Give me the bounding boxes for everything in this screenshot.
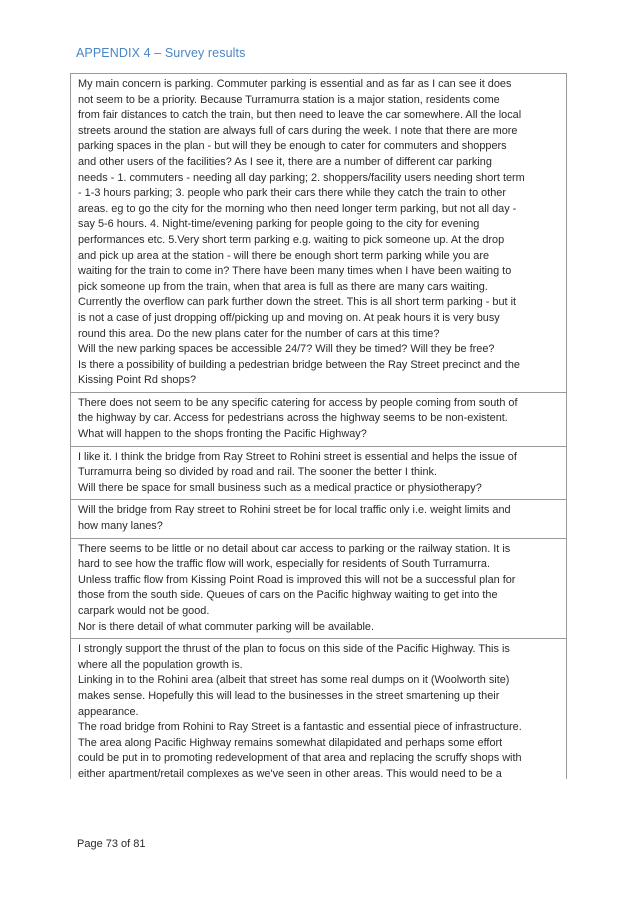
- response-line: either apartment/retail complexes as we've seen in other areas. This would need to be a: [78, 767, 502, 780]
- response-line: appearance.: [78, 705, 139, 718]
- response-line: the highway by car. Access for pedestrians across the highway seems to be non-existent.: [78, 412, 508, 425]
- response-line: hard to see how the traffic flow will work, especially for residents of South Turramurra.: [78, 558, 491, 571]
- response-line: and pick up area at the station - will there be enough short term parking while you are: [78, 249, 490, 262]
- response-line: performances etc. 5.Very short term parking e.g. waiting to pick someone up. At the drop: [78, 233, 505, 246]
- response-row: [70, 393, 567, 447]
- response-line: Unless traffic flow from Kissing Point Road is improved this will not be a successful plan for: [78, 573, 516, 586]
- response-row: [70, 74, 567, 393]
- response-line: those from the south side. Queues of cars on the Pacific highway waiting to get into the: [78, 589, 498, 602]
- response-line: Currently the overflow can park further down the street. This is all short term parking - but it: [78, 296, 517, 309]
- response-line: is not a case of just dropping off/picking up and moving on. At peak hours it is very busy: [78, 311, 500, 324]
- response-line: The road bridge from Rohini to Ray Street is a fantastic and essential piece of infrastructure.: [78, 721, 522, 734]
- response-line: Will the new parking spaces be accessible 24/7? Will they be timed? Will they be free?: [78, 343, 495, 356]
- response-line: pick someone up from the train, when that area is full as there are many cars waiting.: [78, 280, 488, 293]
- response-row: [70, 639, 567, 779]
- appendix-heading: APPENDIX 4 – Survey results: [76, 46, 246, 60]
- response-line: carpark would not be good.: [78, 605, 210, 617]
- response-row: [70, 447, 567, 501]
- response-line: Turramurra being so divided by road and rail. The sooner the better I think.: [78, 466, 437, 479]
- response-line: needs - 1. commuters - needing all day parking; 2. shoppers/facility users needing short term: [78, 171, 525, 184]
- response-line: The area along Pacific Highway remains somewhat dilapidated and perhaps some effort: [78, 736, 503, 749]
- response-line: There does not seem to be any specific catering for access by people coming from south of: [78, 396, 518, 409]
- response-line: - 1-3 hours parking; 3. people who park their cars there while they catch the train to other: [78, 187, 506, 200]
- response-line: parking spaces in the plan - but will they be enough to cater for commuters and shoppers: [78, 140, 507, 153]
- response-row: [70, 539, 567, 640]
- response-row: [70, 500, 567, 538]
- page-number: Page 73 of 81: [77, 838, 146, 850]
- response-line: I like it. I think the bridge from Ray Street to Rohini street is essential and helps the issue of: [78, 450, 517, 463]
- response-line: What will happen to the shops fronting the Pacific Highway?: [78, 428, 367, 441]
- response-line: My main concern is parking. Commuter parking is essential and as far as I can see it does: [78, 78, 512, 90]
- response-line: areas. eg to go the city for the morning who then need longer term parking, but not all day -: [78, 202, 517, 215]
- response-line: not seem to be a priority. Because Turramurra station is a major station, residents come: [78, 93, 500, 106]
- response-line: round this area. Do the new plans cater for the number of cars at this time?: [78, 327, 440, 340]
- response-line: Linking in to the Rohini area (albeit that street has some real dumps on it (Woolworth site): [78, 674, 510, 687]
- response-line: could be put in to promoting redevelopment of that area and replacing the scruffy shops with: [78, 752, 522, 765]
- survey-results-table: [70, 73, 567, 779]
- response-line: from fair distances to catch the train, but then need to leave the car somewhere. All the local: [78, 109, 522, 122]
- response-line: Nor is there detail of what commuter parking will be available.: [78, 620, 374, 633]
- response-line: streets around the station are always full of cars during the week. I note that there are more: [78, 124, 518, 137]
- response-line: how many lanes?: [78, 520, 163, 533]
- response-line: There seems to be little or no detail about car access to parking or the railway station. It is: [78, 542, 511, 555]
- response-line: say 5-6 hours. 4. Night-time/evening parking for people going to the city for evening: [78, 218, 480, 231]
- response-line: Will there be space for small business such as a medical practice or physiotherapy?: [78, 481, 482, 494]
- response-line: where all the population growth is.: [78, 658, 243, 671]
- response-line: Is there a possibility of building a pedestrian bridge between the Ray Street precinct and the: [78, 358, 520, 371]
- response-line: Will the bridge from Ray street to Rohini street be for local traffic only i.e. weight limits and: [78, 504, 511, 517]
- response-line: makes sense. Hopefully this will lead to the businesses in the street smartening up their: [78, 689, 500, 702]
- response-line: Kissing Point Rd shops?: [78, 374, 197, 387]
- response-line: waiting for the train to come in? There have been many times when I have been waiting to: [78, 265, 512, 278]
- response-line: I strongly support the thrust of the plan to focus on this side of the Pacific Highway. This is: [78, 643, 510, 656]
- response-line: and other users of the facilities? As I see it, there are a number of different car parking: [78, 155, 492, 168]
